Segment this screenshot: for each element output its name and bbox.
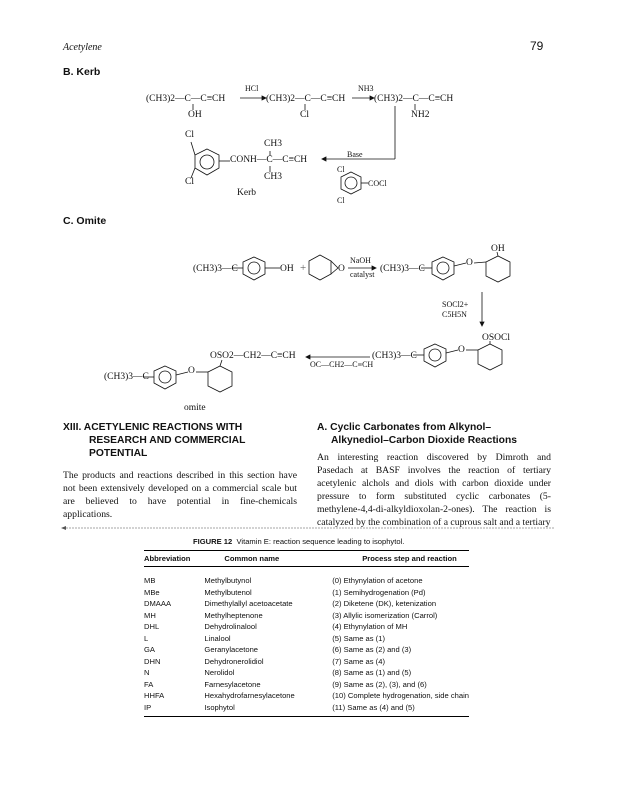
table-row: [144, 621, 469, 633]
plus-sign: +: [300, 262, 307, 274]
omite-tbu: (CH3)3—C: [104, 372, 149, 382]
cell-common-name: Geranylacetone: [204, 645, 259, 655]
phenol-tbu: (CH3)3—C: [193, 264, 238, 274]
cell-process: (8) Same as (1) and (5): [332, 668, 412, 678]
table-row: [144, 690, 469, 702]
section-xiii-heading: [63, 421, 303, 460]
table-header-row: [144, 551, 469, 567]
kerb-ch3-top: CH3: [264, 139, 282, 149]
omite-product-name: omite: [184, 403, 206, 413]
base-label: Base: [347, 150, 363, 159]
table-row: [144, 633, 469, 645]
kerb-product-name: Kerb: [237, 188, 256, 198]
reagent-socl2: SOCl2+: [442, 300, 469, 309]
vitamin-e-table: [144, 550, 469, 717]
kerb-chain: CONH—C—C≡CH: [230, 155, 308, 165]
table-row: [144, 679, 469, 691]
figure-caption-text: Vitamin E: reaction sequence leading to isophytol.: [236, 537, 405, 546]
acid-cl-bottom: Cl: [337, 196, 345, 205]
chlorosulfite-group: OSOCl: [482, 333, 510, 343]
cell-abbreviation: L: [144, 633, 149, 643]
cell-process: (0) Ethynylation of acetone: [332, 576, 423, 586]
acid-cocl: COCl: [368, 179, 387, 188]
table-row: [144, 567, 469, 587]
table-row: [144, 610, 469, 622]
cell-abbreviation: GA: [144, 645, 155, 655]
reactant-1-oh: OH: [188, 110, 202, 120]
intermediate-2: (CH3)2—C—C≡CH: [374, 94, 454, 104]
figure-label: FIGURE 12: [193, 537, 233, 546]
table-row: [144, 587, 469, 599]
reagent-pyridine: C5H5N: [442, 310, 467, 319]
section-a-heading: [317, 421, 557, 447]
oxide-oxygen: O: [338, 264, 345, 274]
section-xiii-heading-line2: RESEARCH AND COMMERCIAL: [89, 435, 246, 446]
cell-abbreviation: FA: [144, 679, 154, 689]
acid-cl-top: Cl: [337, 165, 345, 174]
cell-process: (4) Ethynylation of MH: [332, 622, 408, 632]
section-xiii-paragraph: The products and reactions described in this section have not been extensively developed on a commercial scale but are believed to have potential in fine-chemicals applications.: [63, 470, 297, 520]
cell-common-name: Nerolidol: [204, 668, 235, 678]
cell-abbreviation: MH: [144, 610, 156, 620]
section-c-title: C. Omite: [63, 215, 107, 227]
cell-abbreviation: IP: [144, 702, 204, 717]
intermediate-1-cl: Cl: [300, 110, 309, 120]
phenol-oh: OH: [280, 264, 294, 274]
reactant-1: (CH3)2—C—C≡CH: [146, 94, 226, 104]
kerb-ch3-bottom: CH3: [264, 172, 282, 182]
section-xiii-heading-line1: XIII. ACETYLENIC REACTIONS WITH: [63, 422, 243, 433]
ether-oxygen: O: [466, 258, 473, 268]
cell-common-name: Dehydrolinalool: [204, 622, 257, 632]
running-title: Acetylene: [63, 42, 102, 53]
intermediate-1: (CH3)2—C—C≡CH: [266, 94, 346, 104]
reagent-hcl: HCl: [245, 84, 259, 93]
section-a-heading-line1: A. Cyclic Carbonates from Alkynol–: [317, 422, 492, 433]
cell-process: (6) Same as (2) and (3): [332, 645, 412, 655]
kerb-cl-top: Cl: [185, 130, 194, 140]
table-row: [144, 644, 469, 656]
chlorosulfite-oxygen: O: [458, 345, 465, 355]
cell-process: (9) Same as (2), (3), and (6): [332, 679, 427, 689]
cell-common-name: Dehydronerolidiol: [204, 656, 264, 666]
cell-abbreviation: DMAAA: [144, 599, 172, 609]
section-b-title: B. Kerb: [63, 66, 101, 78]
propargyl-reagent: OC—CH2—C≡CH: [310, 360, 374, 369]
cell-common-name: Linalool: [204, 633, 231, 643]
ether-tbu: (CH3)3—C: [380, 264, 425, 274]
reagent-naoh: NaOH: [350, 256, 371, 265]
cell-abbreviation: DHN: [144, 656, 161, 666]
table-row: [144, 598, 469, 610]
table-row: [144, 667, 469, 679]
ether-oh: OH: [491, 244, 505, 254]
cell-common-name: Isophytol: [204, 702, 332, 717]
cell-abbreviation: MB: [144, 576, 156, 586]
table-row: [144, 656, 469, 668]
cell-process: (3) Allylic isomerization (Carrol): [332, 610, 438, 620]
col-header-common-name: Common name: [204, 551, 332, 567]
chlorosulfite-tbu: (CH3)3—C: [372, 351, 417, 361]
cell-abbreviation: DHL: [144, 622, 160, 632]
figure-caption: [193, 537, 404, 546]
cell-common-name: Methylbutynol: [204, 576, 252, 586]
cell-abbreviation: N: [144, 668, 150, 678]
section-a-heading-line2: Alkynediol–Carbon Dioxide Reactions: [331, 435, 517, 446]
column-separator: [60, 524, 555, 532]
section-xiii-heading-line3: POTENTIAL: [89, 448, 148, 459]
cell-common-name: Hexahydrofarnesylacetone: [204, 691, 295, 701]
cell-common-name: Methylbutenol: [204, 587, 252, 597]
cell-abbreviation: HHFA: [144, 691, 165, 701]
cell-common-name: Methylheptenone: [204, 610, 263, 620]
col-header-abbreviation: Abbreviation: [144, 551, 204, 567]
kerb-cl-bottom: Cl: [185, 177, 194, 187]
omite-chain: OSO2—CH2—C≡CH: [210, 351, 296, 361]
cell-process: (5) Same as (1): [332, 633, 385, 643]
cell-process: (10) Complete hydrogenation, side chain: [332, 691, 469, 701]
col-header-process: Process step and reaction: [332, 551, 469, 567]
section-a-paragraph: An interesting reaction discovered by Dimroth and Pasedach at BASF involves the reaction of tertiary acetylenic alchols and diols with carbon dioxide under pressure to form substituted cyclic carbonates (5-methylene-4,4-di-alkyldioxolan-2-ones). The reaction is catalyzed by the combination of a cuprous salt and a tertiary: [317, 452, 551, 528]
cell-process: (7) Same as (4): [332, 656, 385, 666]
reagent-nh3: NH3: [358, 84, 374, 93]
page-number: 79: [530, 39, 544, 53]
omite-oxygen: O: [188, 366, 195, 376]
reagent-catalyst: catalyst: [350, 270, 375, 279]
cell-process: (11) Same as (4) and (5): [332, 702, 469, 717]
table-row: [144, 702, 469, 717]
cell-common-name: Farnesylacetone: [204, 679, 261, 689]
cell-common-name: Dimethylallyl acetoacetate: [204, 599, 293, 609]
cell-process: (2) Diketene (DK), ketenization: [332, 599, 437, 609]
cell-process: (1) Semihydrogenation (Pd): [332, 587, 426, 597]
intermediate-2-nh2: NH2: [411, 110, 430, 120]
cell-abbreviation: MBe: [144, 587, 160, 597]
